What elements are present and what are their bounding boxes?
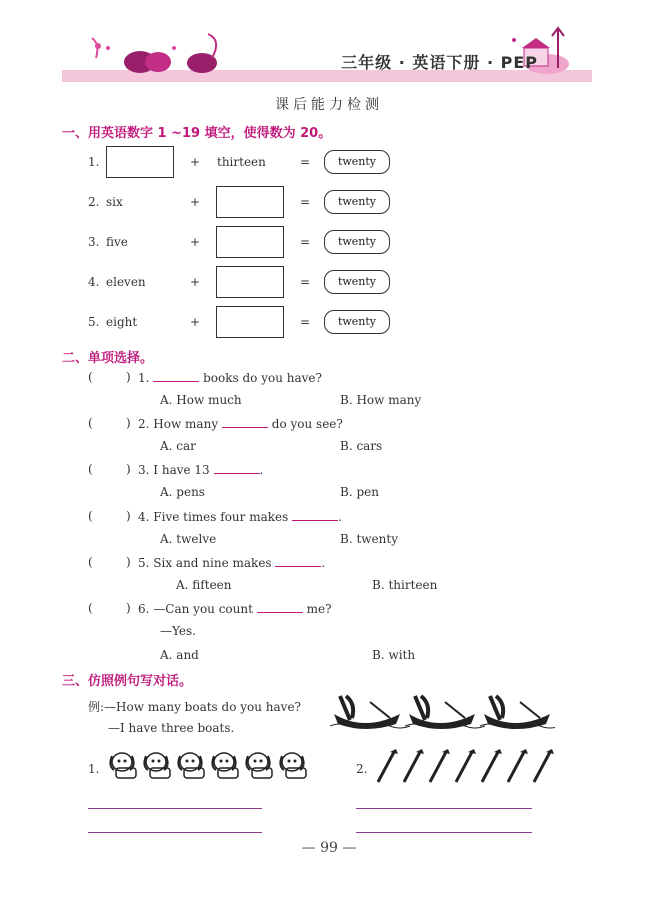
option-a: A. How much: [160, 393, 242, 407]
fill-blank[interactable]: [222, 416, 268, 428]
writing-line-2b[interactable]: [356, 832, 532, 833]
question-text: books do you have?: [203, 371, 322, 385]
option-a: A. fifteen: [176, 578, 232, 592]
pen-icon: [482, 749, 502, 782]
addend-a: six: [106, 195, 123, 209]
dog-icon: [110, 753, 136, 778]
answer-paren-close: ): [126, 509, 131, 523]
answer-slot-5[interactable]: [94, 551, 124, 569]
option-b: B. pen: [340, 485, 379, 499]
fill-blank[interactable]: [153, 370, 199, 382]
option-b: B. How many: [340, 393, 422, 407]
question-text-pre: Six and nine makes: [153, 556, 272, 570]
equals-sign: =: [300, 275, 311, 289]
question-text-pre: How many: [153, 417, 219, 431]
boats-illustration: [330, 692, 555, 736]
row-number: 3.: [88, 235, 100, 249]
option-b: B. cars: [340, 439, 383, 453]
section3-heading: 三、仿照例句写对话。: [62, 674, 193, 689]
answer-slot-2[interactable]: [94, 412, 124, 430]
result-pill: twenty: [324, 230, 390, 254]
writing-line-2a[interactable]: [356, 808, 532, 809]
answer-paren-open: (: [88, 416, 93, 430]
answer-box-2[interactable]: [216, 186, 284, 218]
question-text: .: [321, 556, 326, 570]
answer-paren-close: ): [126, 370, 131, 384]
dog-icon: [246, 753, 272, 778]
plus-sign: +: [190, 235, 201, 249]
example-question: 例:—How many boats do you have?: [88, 700, 301, 714]
answer-box-4[interactable]: [216, 266, 284, 298]
page-number: — 99 —: [301, 840, 357, 856]
answer-paren-close: ): [126, 601, 131, 615]
dog-icon: [144, 753, 170, 778]
dog-icon: [178, 753, 204, 778]
plus-sign: +: [190, 275, 201, 289]
pen-icon: [456, 749, 476, 782]
answer-paren-open: (: [88, 601, 93, 615]
fill-blank[interactable]: [292, 509, 338, 521]
plus-sign: +: [190, 155, 201, 169]
page-header: [62, 18, 592, 84]
writing-line-1a[interactable]: [88, 808, 262, 809]
section1-heading: 一、用英语数字 1 ~19 填空，使得数为 20。: [62, 126, 332, 141]
answer-box-3[interactable]: [216, 226, 284, 258]
option-b: B. twenty: [340, 532, 398, 546]
question-number: 1.: [138, 371, 150, 385]
dogs-illustration: [108, 748, 312, 782]
fill-blank[interactable]: [214, 462, 260, 474]
row-number: 1.: [88, 155, 100, 169]
addend-a: eleven: [106, 275, 146, 289]
plus-sign: +: [190, 315, 201, 329]
option-a: A. pens: [160, 485, 205, 499]
answer-slot-6[interactable]: [94, 597, 124, 615]
answer-paren-open: (: [88, 509, 93, 523]
question-text: .: [338, 510, 342, 524]
result-pill: twenty: [324, 190, 390, 214]
pen-icon: [508, 749, 528, 782]
writing-line-1b[interactable]: [88, 832, 262, 833]
question-text-pre: —Can you count: [153, 602, 253, 616]
question-text: do you see?: [271, 417, 343, 431]
option-a: A. and: [160, 648, 199, 662]
answer-paren-close: ): [126, 555, 131, 569]
dog-icon: [212, 753, 238, 778]
fill-blank[interactable]: [257, 601, 303, 613]
result-pill: twenty: [324, 310, 390, 334]
example-answer: —I have three boats.: [108, 721, 235, 735]
answer-slot-4[interactable]: [94, 505, 124, 523]
pen-icon: [534, 749, 554, 782]
row-number: 5.: [88, 315, 100, 329]
answer-paren-close: ): [126, 416, 131, 430]
dialog-reply: —Yes.: [160, 624, 196, 638]
answer-paren-close: ): [126, 462, 131, 476]
boat-icon: [405, 696, 485, 729]
question-number: 3.: [138, 463, 150, 477]
row-number: 2.: [88, 195, 100, 209]
answer-paren-open: (: [88, 370, 93, 384]
addend-a: five: [106, 235, 128, 249]
boat-icon: [480, 696, 555, 729]
answer-box-5[interactable]: [216, 306, 284, 338]
answer-slot-1[interactable]: [94, 366, 124, 384]
equals-sign: =: [300, 235, 311, 249]
question-text-pre: Five times four makes: [153, 510, 289, 524]
question-number: 5.: [138, 556, 150, 570]
answer-paren-open: (: [88, 462, 93, 476]
answer-paren-open: (: [88, 555, 93, 569]
equals-sign: =: [300, 315, 311, 329]
question-number: 4.: [138, 510, 150, 524]
option-a: A. car: [160, 439, 196, 453]
pen-icon: [404, 749, 424, 782]
boat-icon: [330, 696, 410, 729]
result-pill: twenty: [324, 150, 390, 174]
result-pill: twenty: [324, 270, 390, 294]
equals-sign: =: [300, 195, 311, 209]
option-a: A. twelve: [160, 532, 217, 546]
page-title: 课后能力检测: [275, 97, 383, 113]
pen-icon: [430, 749, 450, 782]
fill-blank[interactable]: [275, 555, 321, 567]
row-number: 4.: [88, 275, 100, 289]
addend-a: eight: [106, 315, 138, 329]
option-b: B. thirteen: [372, 578, 438, 592]
header-title: 三年级 · 英语下册 · PEP: [341, 53, 538, 72]
item-1-number: 1.: [88, 762, 100, 776]
answer-slot-3[interactable]: [94, 458, 124, 476]
item-2-number: 2.: [356, 762, 368, 776]
plus-sign: +: [190, 195, 201, 209]
equals-sign: =: [300, 155, 311, 169]
question-number: 2.: [138, 417, 150, 431]
pens-illustration: [374, 748, 560, 784]
dog-icon: [280, 753, 306, 778]
question-text: .: [259, 463, 264, 477]
question-number: 6.: [138, 602, 150, 616]
question-text: me?: [306, 602, 332, 616]
section2-heading: 二、单项选择。: [62, 351, 154, 366]
addend-b: thirteen: [217, 155, 266, 169]
option-b: B. with: [372, 648, 416, 662]
question-text-pre: I have 13: [153, 463, 210, 477]
pen-icon: [378, 749, 398, 782]
answer-box-1[interactable]: [106, 146, 174, 178]
